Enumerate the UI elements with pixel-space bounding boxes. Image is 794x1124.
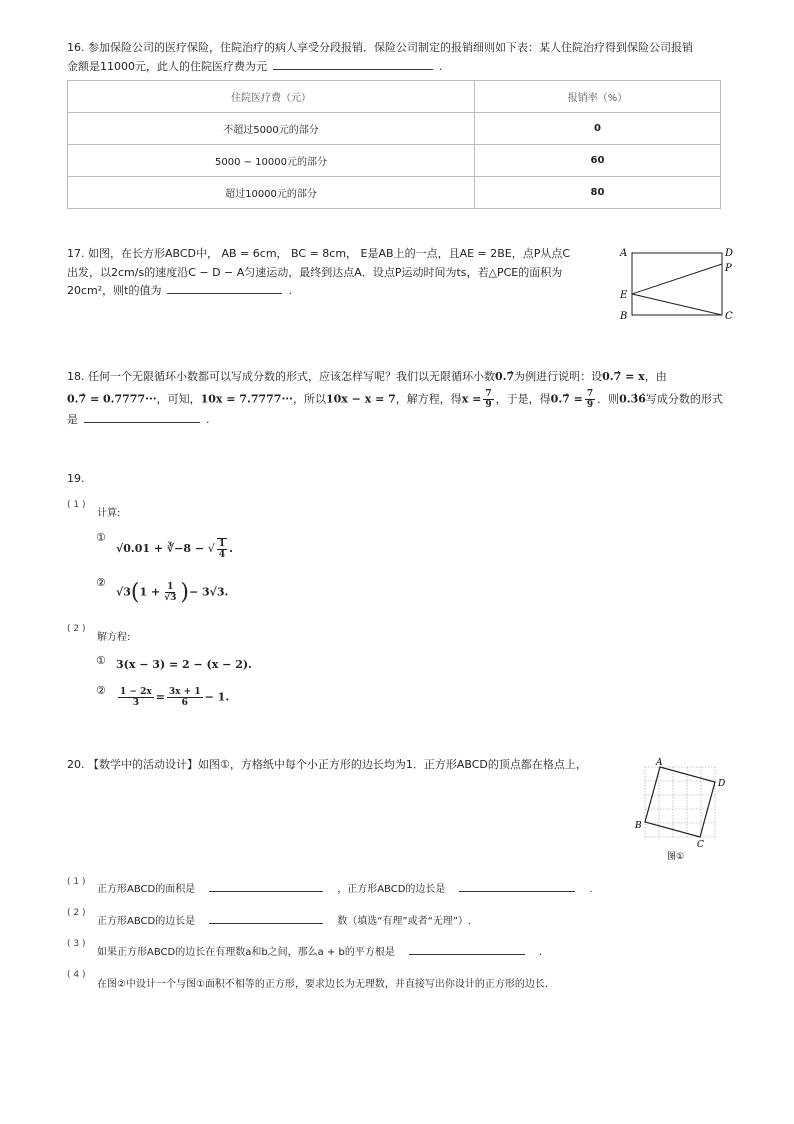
table-cell [475, 113, 721, 145]
q16-line1: 16. 参加保险公司的医疗保险，住院治疗的病人享受分段报销．保险公司制定的报销细则如下表：某人住院治疗得到保险公司报销 [67, 41, 693, 54]
table-header-row [68, 81, 721, 113]
q19-part1-number: ( 1 ) [67, 500, 86, 510]
q19-number: 19. [67, 472, 85, 485]
q18-l2g: x = [461, 392, 482, 406]
q18-l2l: 写成分数的形式 [645, 392, 723, 406]
q18-l1b: 0.7̇ [495, 370, 515, 383]
q20-rational-blank[interactable] [209, 913, 323, 924]
table-cell: 5000 − 10000元的部分 [68, 145, 475, 177]
expr1-mid: + ∛−8 − [150, 542, 208, 555]
frac-numerator: 3x + 1 [168, 687, 201, 697]
q17-line1: 17. 如图，在长方形ABCD中， AB = 6cm， BC = 8cm， E是AB上的一点，且AE = 2BE，点P从点C [67, 247, 571, 260]
q19-equation-1: 3(x − 3) = 2 − (x − 2). [116, 658, 252, 671]
frac-numerator: 1 [218, 539, 226, 549]
q18-l2f: ，解方程，得 [395, 392, 462, 406]
q20-s3-a: 如果正方形ABCD的边长在有理数a和b之间，那么a + b的平方根是 [97, 947, 395, 958]
q20-s2 [97, 912, 471, 927]
q18-l2b: ，可知， [156, 392, 201, 406]
q20-s2-b: 数（填选“有理”或者“无理”）. [337, 916, 472, 927]
expr1-end: . [229, 542, 234, 555]
figure-caption: 图① [667, 852, 685, 862]
table-cell-value: 0 [594, 123, 601, 134]
frac-denominator: 3 [132, 698, 139, 708]
q18-l2i: 0.7̇ = [550, 392, 583, 406]
square-abcd [645, 767, 715, 837]
q20-side-blank[interactable] [459, 881, 575, 892]
label-c: C [697, 840, 704, 850]
q20-s3 [97, 943, 542, 958]
expr2-lparen: ( [130, 580, 140, 605]
q17-line3-end: . [288, 284, 292, 297]
q20-s4: 在图②中设计一个与图①面积不相等的正方形，要求边长为无理数，并直接写出你设计的正方形的边长. [97, 979, 549, 990]
q20-grid-figure [630, 755, 730, 865]
expr2-inner: 1 + [139, 585, 161, 599]
q20-s3-end: . [538, 947, 543, 958]
q18-l2a: 0.7̇ = 0.7777··· [67, 392, 157, 406]
table-header-cost: 住院医疗费（元） [68, 81, 475, 113]
label-d: D [718, 779, 726, 789]
eq2-fraction-right [167, 687, 203, 708]
q19-part1-text: 计算: [97, 508, 121, 519]
q18-l1d: 0.7̇ = x [602, 370, 645, 383]
eq2-equals: = [155, 690, 165, 704]
q19-circle-4: ② [96, 684, 106, 697]
table-row [68, 177, 721, 209]
rectangle-abcd [632, 253, 722, 315]
label-e: E [620, 290, 628, 301]
q16-answer-blank[interactable] [273, 59, 433, 70]
q20-s1-a: 正方形ABCD的面积是 [97, 884, 196, 895]
label-p: P [725, 263, 732, 274]
frac-denominator: 6 [181, 698, 188, 708]
q19-expression-2 [116, 580, 228, 605]
q17-line3-text: 20cm²，则t的值为 [67, 284, 162, 297]
frac-denominator: 4 [218, 550, 226, 560]
q19-part2-text: 解方程: [97, 632, 131, 643]
label-b: B [635, 821, 642, 831]
expr1-sqrt: √0.01 [116, 542, 151, 555]
q16-line2 [67, 59, 443, 75]
label-a: A [620, 248, 628, 259]
label-d: D [725, 248, 734, 259]
q16-reimbursement-table [67, 80, 721, 209]
q18-line1 [67, 369, 667, 385]
table-cell: 不超过5000元的部分 [68, 113, 475, 145]
label-a: A [656, 758, 663, 768]
q20-s2-a: 正方形ABCD的边长是 [97, 916, 196, 927]
q18-l2c: 10x = 7.7777··· [200, 392, 293, 406]
q20-s1-end: . [589, 884, 593, 895]
expr2-sqrt3: √3 [116, 585, 131, 599]
q19-circle-2: ② [96, 576, 106, 589]
expr2-rparen: ) [180, 580, 189, 605]
table-row [68, 113, 721, 145]
q18-l2e: 10x − x = 7 [325, 392, 396, 406]
q18-line3 [67, 412, 210, 428]
frac-numerator: 7 [586, 389, 594, 399]
eq2-end: − 1. [204, 690, 230, 704]
expr2-fraction [162, 582, 178, 603]
q16-line2-end: . [439, 60, 443, 73]
table-header-rate: 报销率（%） [475, 81, 721, 113]
frac-denominator: √3 [164, 593, 177, 603]
q18-l2j: ．则 [597, 392, 620, 406]
expr2-end: − 3√3. [188, 585, 229, 599]
q18-l1e: ，由 [644, 370, 667, 383]
sqrt-symbol: √ [207, 542, 215, 555]
q17-line2: 出发，以2cm/s的速度沿C − D − A匀速运动，最终到达点A．设点P运动时间为ts，若△PCE的面积为 [67, 266, 563, 279]
q17-line3 [67, 283, 292, 299]
q16-line2-text: 金额是11000元，此人的住院医疗费为元 [67, 60, 267, 73]
table-cell [475, 177, 721, 209]
frac-numerator: 1 [167, 582, 174, 592]
table-cell: 超过10000元的部分 [68, 177, 475, 209]
q20-area-blank[interactable] [209, 881, 323, 892]
q18-answer-blank[interactable] [84, 412, 200, 423]
q18-l1c: 为例进行说明：设 [514, 370, 603, 383]
q18-fraction-2 [585, 389, 595, 410]
q18-l2k: 0.3̇6̇ [619, 392, 646, 406]
q18-line2 [67, 389, 723, 410]
frac-denominator: 9 [485, 400, 492, 410]
eq2-fraction-left [118, 687, 154, 708]
q19-equation-2 [116, 687, 229, 708]
q18-line3-end: . [206, 413, 210, 426]
frac-numerator: 7 [485, 389, 492, 399]
q20-s1-number: ( 1 ) [67, 877, 86, 887]
q20-s4-number: ( 4 ) [67, 970, 86, 980]
frac-numerator: 1 − 2x [120, 687, 152, 697]
table-cell [475, 145, 721, 177]
q18-l2h: ，于是，得 [495, 392, 551, 406]
q20-sqrt-blank[interactable] [409, 944, 525, 955]
label-c: C [725, 311, 733, 322]
q20-s1-b: ，正方形ABCD的边长是 [337, 884, 446, 895]
table-cell-value: 80 [590, 187, 605, 198]
segment-ec [632, 294, 722, 315]
frac-denominator: 9 [586, 400, 594, 410]
q17-rectangle-figure [612, 244, 732, 324]
q20-s2-number: ( 2 ) [67, 908, 86, 918]
q20-s3-number: ( 3 ) [67, 939, 86, 949]
q18-l2d: ，所以 [292, 392, 326, 406]
table-row [68, 145, 721, 177]
table-cell-value: 60 [590, 155, 605, 166]
expr1-fraction [217, 538, 227, 560]
q20-line1: 20. 【数学中的活动设计】如图①，方格纸中每个小正方形的边长均为1．正方形ABCD的顶点都在格点上， [67, 758, 587, 771]
q17-answer-blank[interactable] [167, 283, 282, 294]
q20-s1 [97, 880, 593, 895]
q19-part2-number: ( 2 ) [67, 624, 86, 634]
segment-ep [632, 264, 722, 294]
label-b: B [620, 311, 628, 322]
q18-fraction-1 [483, 389, 493, 410]
grid-lines [645, 767, 715, 837]
q18-line3-text: 是 [67, 413, 78, 426]
q19-expression-1 [116, 538, 233, 560]
q18-l1a: 18. 任何一个无限循环小数都可以写成分数的形式，应该怎样写呢？我们以无限循环小数 [67, 370, 495, 383]
q19-circle-3: ① [96, 654, 106, 667]
q19-circle-1: ① [96, 531, 106, 544]
